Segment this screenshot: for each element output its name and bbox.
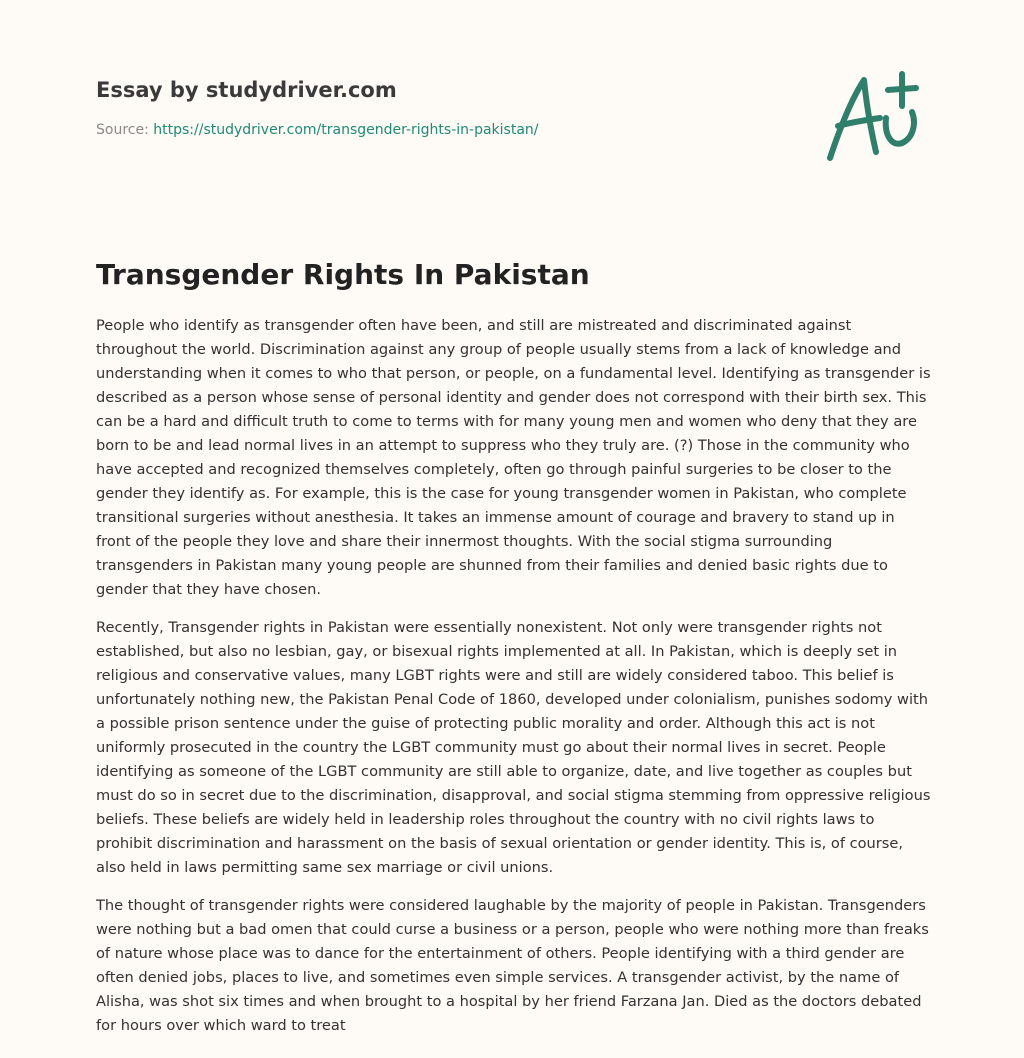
source-line [96, 120, 916, 140]
a-plus-logo-icon [818, 66, 928, 166]
essay-header [96, 76, 916, 140]
essay-paragraph: People who identify as transgender often have been, and still are mistreated and discriminated against throughout the world. Discrimination against any group of people usually stems from a lack of knowledge and understanding when it comes to who that person, or people, on a fundamental level. Identifying as transgender is described as a person whose sense of personal identity and gender does not correspond with their birth sex. This can be a hard and difficult truth to come to terms with for many young men and women who deny that they are born to be and lead normal lives in an attempt to suppress who they truly are. (?) Those in the community who have accepted and recognized themselves completely, often go through painful surgeries to be closer to the gender they identify as. For example, this is the case for young transgender women in Pakistan, who complete transitional surgeries without anesthesia. It takes an immense amount of courage and bravery to stand up in front of the people they love and share their innermost thoughts. With the social stigma surrounding transgenders in Pakistan many young people are shunned from their families and denied basic rights due to gender that they have chosen. [96, 317, 931, 598]
source-link[interactable]: https://studydriver.com/transgender-rights-in-pakistan/ [153, 122, 539, 138]
essay-paragraph: Recently, Transgender rights in Pakistan were essentially nonexistent. Not only were transgender rights not established, but also no lesbian, gay, or bisexual rights implemented at all. In Pakistan, which is deeply set in religious and conservative values, many LGBT rights were and still are widely considered taboo. This belief is unfortunately nothing new, the Pakistan Penal Code of 1860, developed under colonialism, punishes sodomy with a possible prison sentence under the guise of protecting public morality and order. Although this act is not uniformly prosecuted in the country the LGBT community must go about their normal lives in secret. People identifying as someone of the LGBT community are still able to organize, date, and live together as couples but must do so in secret due to the discrimination, disapproval, and social stigma stemming from oppressive religious beliefs. These beliefs are widely held in leadership roles throughout the country with no civil rights laws to prohibit discrimination and harassment on the basis of sexual orientation or gender identity. This is, of course, also held in laws permitting same sex marriage or civil unions. [96, 619, 931, 876]
essay-paragraph: The thought of transgender rights were considered laughable by the majority of people in Pakistan. Transgenders were nothing but a bad omen that could curse a business or a person, people who were nothing more than freaks of nature whose place was to dance for the entertainment of others. People identifying with a third gender are often denied jobs, places to live, and sometimes even simple services. A transgender activist, by the name of Alisha, was shot six times and when brought to a hospital by her friend Farzana Jan. Died as the doctors debated for hours over which ward to treat [96, 897, 929, 1034]
essay-title: Transgender Rights In Pakistan [96, 258, 590, 291]
source-label: Source: [96, 122, 154, 138]
brand-title: Essay by studydriver.com [96, 78, 397, 102]
essay-body [96, 314, 932, 1052]
